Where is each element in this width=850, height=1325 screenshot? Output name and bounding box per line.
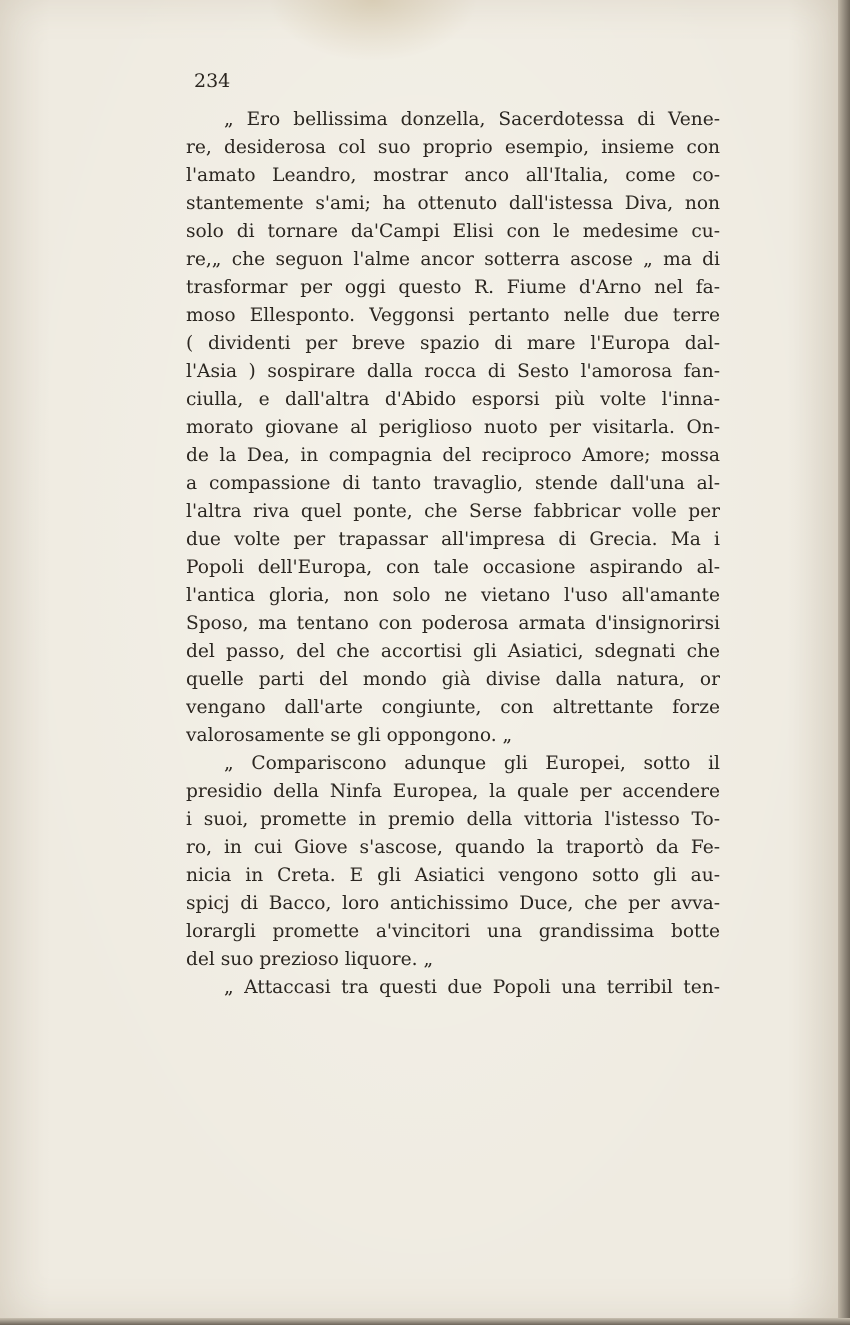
- paper-stain: [268, 0, 478, 62]
- text-line: „ Ero bellissima donzella, Sacerdotessa di Vene-: [224, 109, 720, 130]
- text-line: morato giovane al periglioso nuoto per visitarla. On-: [186, 417, 720, 438]
- text-line: trasformar per oggi questo R. Fiume d'Arno nel fa-: [186, 277, 720, 298]
- text-line: „ Compariscono adunque gli Europei, sotto il: [224, 753, 720, 774]
- text-line: nicia in Creta. E gli Asiatici vengono sotto gli au-: [186, 865, 720, 886]
- text-line: re,„ che seguon l'alme ancor sotterra ascose „ ma di: [186, 249, 720, 270]
- page-edge-bottom: [0, 1318, 850, 1325]
- text-line: „ Attaccasi tra questi due Popoli una terribil ten-: [224, 977, 720, 998]
- text-line: ( dividenti per breve spazio di mare l'Europa dal-: [186, 333, 720, 354]
- text-line: i suoi, promette in premio della vittoria l'istesso To-: [186, 809, 720, 830]
- text-line: a compassione di tanto travaglio, stende dall'una al-: [186, 473, 720, 494]
- text-line: ro, in cui Giove s'ascose, quando la traportò da Fe-: [186, 837, 720, 858]
- text-line: due volte per trapassar all'impresa di Grecia. Ma i: [186, 529, 720, 550]
- page-number: 234: [194, 70, 231, 92]
- text-line: valorosamente se gli oppongono. „: [186, 725, 513, 746]
- text-line: l'antica gloria, non solo ne vietano l'uso all'amante: [186, 585, 720, 606]
- text-line: del suo prezioso liquore. „: [186, 949, 434, 970]
- text-line: spicj di Bacco, loro antichissimo Duce, che per avva-: [186, 893, 720, 914]
- text-line: ciulla, e dall'altra d'Abido esporsi più volte l'inna-: [186, 389, 720, 410]
- text-line: quelle parti del mondo già divise dalla natura, or: [186, 669, 720, 690]
- text-line: l'Asia ) sospirare dalla rocca di Sesto l'amorosa fan-: [186, 361, 720, 382]
- text-line: de la Dea, in compagnia del reciproco Amore; mossa: [186, 445, 720, 466]
- text-line: re, desiderosa col suo proprio esempio, insieme con: [186, 137, 720, 158]
- text-line: presidio della Ninfa Europea, la quale per accendere: [186, 781, 720, 802]
- text-line: l'altra riva quel ponte, che Serse fabbricar volle per: [186, 501, 720, 522]
- text-line: del passo, del che accortisi gli Asiatici, sdegnati che: [186, 641, 720, 662]
- text-line: l'amato Leandro, mostrar anco all'Italia, come co-: [186, 165, 720, 186]
- text-line: Popoli dell'Europa, con tale occasione aspirando al-: [186, 557, 720, 578]
- page-edge-right: [838, 0, 850, 1325]
- text-line: moso Ellesponto. Veggonsi pertanto nelle due terre: [186, 305, 720, 326]
- text-line: lorargli promette a'vincitori una grandissima botte: [186, 921, 720, 942]
- text-line: Sposo, ma tentano con poderosa armata d'insignorirsi: [186, 613, 720, 634]
- text-line: solo di tornare da'Campi Elisi con le medesime cu-: [186, 221, 720, 242]
- text-line: stantemente s'ami; ha ottenuto dall'istessa Diva, non: [186, 193, 720, 214]
- text-line: vengano dall'arte congiunte, con altrettante forze: [186, 697, 720, 718]
